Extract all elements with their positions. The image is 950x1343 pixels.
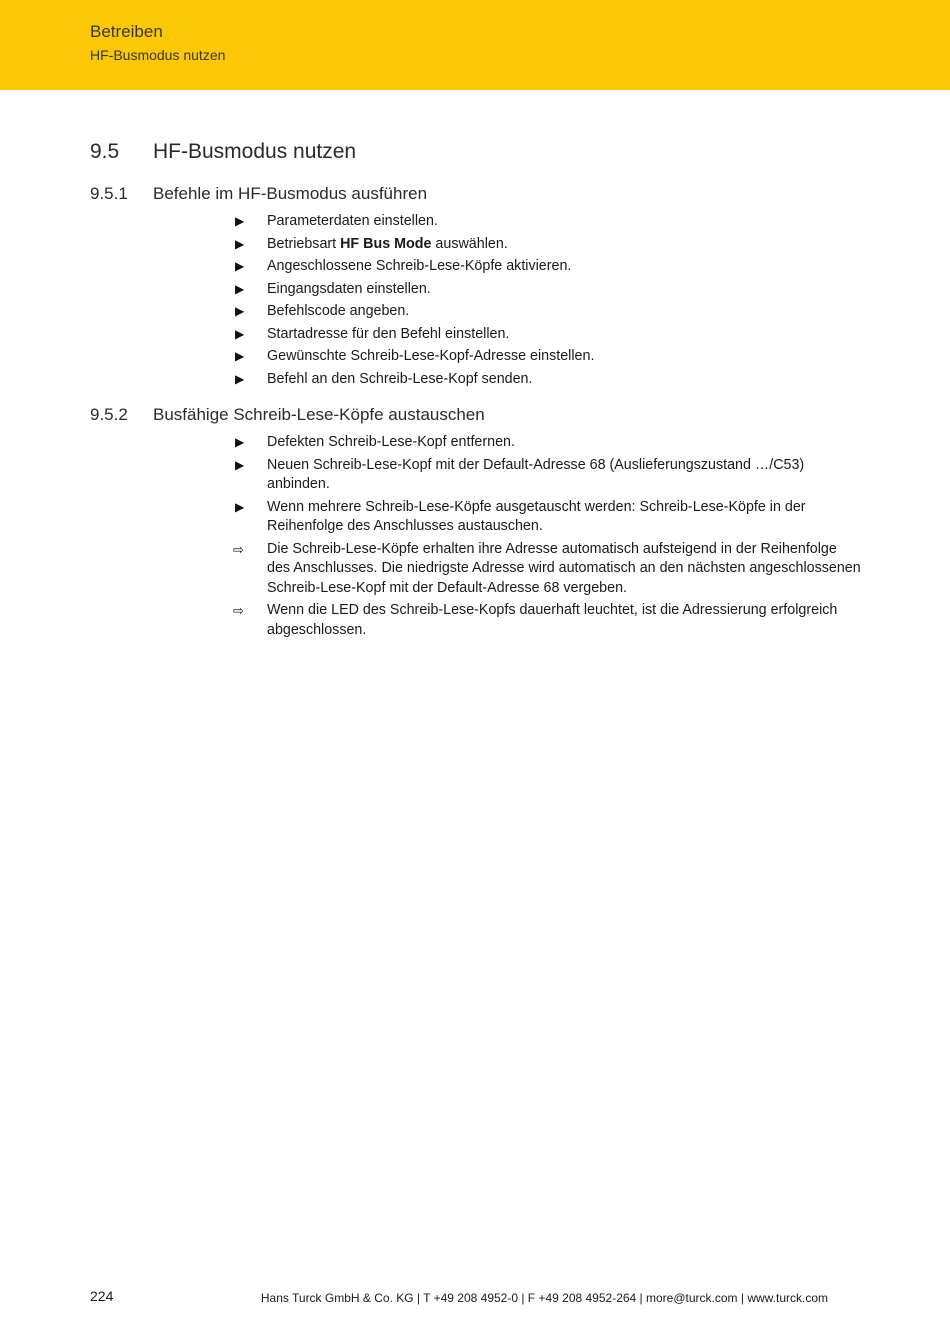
result-arrow-icon: ⇨ [233,541,244,557]
step-text-after: auswählen. [431,235,508,252]
step-text: Befehlscode angeben. [267,303,410,319]
step-text: Parameterdaten einstellen. [267,213,438,229]
list-item [233,433,863,453]
footer-contact: Hans Turck GmbH & Co. KG | T +49 208 4952-0 | F +49 208 4952-264 | more@turck.com | www.turck.com [260,1291,828,1305]
triangle-bullet-icon: ▶ [235,259,245,273]
subsection-title: Busfähige Schreib-Lese-Köpfe austauschen [153,405,485,424]
section-title: HF-Busmodus nutzen [153,140,357,163]
step-list-1 [233,212,863,392]
section-heading [90,140,356,164]
result-arrow-icon: ⇨ [233,603,244,618]
triangle-bullet-icon: ▶ [235,281,245,296]
list-item [233,370,863,390]
triangle-bullet-icon: ▶ [235,457,245,472]
list-item [233,325,863,345]
list-item [233,347,863,367]
header-title: Betreiben [90,22,163,41]
step-text: Gewünschte Schreib-Lese-Kopf-Adresse einstellen. [267,348,595,364]
header-subtitle: HF-Busmodus nutzen [90,47,226,63]
step-text: Befehl an den Schreib-Lese-Kopf senden. [267,370,533,387]
triangle-bullet-icon: ▶ [235,304,245,318]
subsection-number: 9.5.1 [90,184,128,203]
list-item [233,498,863,537]
triangle-bullet-icon: ▶ [235,349,245,363]
subsection-heading-2 [90,405,485,425]
step-text-bold: HF Bus Mode [340,235,432,252]
triangle-bullet-icon: ▶ [235,371,245,386]
list-item [233,235,863,255]
step-text: Angeschlossene Schreib-Lese-Köpfe aktivieren. [267,258,572,274]
triangle-bullet-icon: ▶ [235,435,245,449]
list-item [233,212,863,232]
step-text: Neuen Schreib-Lese-Kopf mit der Default-Adresse 68 (Auslieferungszustand …/C53) anbinden. [267,456,805,492]
step-text: Startadresse für den Befehl einstellen. [267,325,510,342]
subsection-title: Befehle im HF-Busmodus ausführen [153,184,428,203]
page-number: 224 [90,1288,114,1304]
result-text: Wenn die LED des Schreib-Lese-Kopfs dauerhaft leuchtet, ist die Adressierung erfolgreich abgeschlossen. [267,602,838,638]
page-header [0,0,950,90]
list-item [233,601,863,640]
triangle-bullet-icon: ▶ [235,214,245,228]
list-item [233,540,863,599]
triangle-bullet-icon: ▶ [235,499,245,514]
result-text: Die Schreib-Lese-Köpfe erhalten ihre Adresse automatisch aufsteigend in der Reihenfolge des Anschlusses. Die niedrigste Adresse wird automatisch an den nächsten angeschlossenen Schreib-Lese-Kopf mit der Default-Adresse 68 vergeben. [267,540,861,596]
step-text: Eingangsdaten einstellen. [267,280,431,297]
list-item [233,257,863,277]
step-text-before: Betriebsart [267,235,341,252]
list-item [233,302,863,322]
subsection-number: 9.5.2 [90,405,128,424]
step-list-2 [233,433,863,643]
section-number: 9.5 [90,140,120,163]
step-text: Wenn mehrere Schreib-Lese-Köpfe ausgetauscht werden: Schreib-Lese-Köpfe in der Reihenfolge des Anschlusses austauschen. [267,498,806,534]
step-text: Defekten Schreib-Lese-Kopf entfernen. [267,434,515,450]
subsection-heading-1 [90,184,427,204]
triangle-bullet-icon: ▶ [235,236,245,251]
list-item [233,456,863,495]
list-item [233,280,863,300]
triangle-bullet-icon: ▶ [235,326,245,341]
